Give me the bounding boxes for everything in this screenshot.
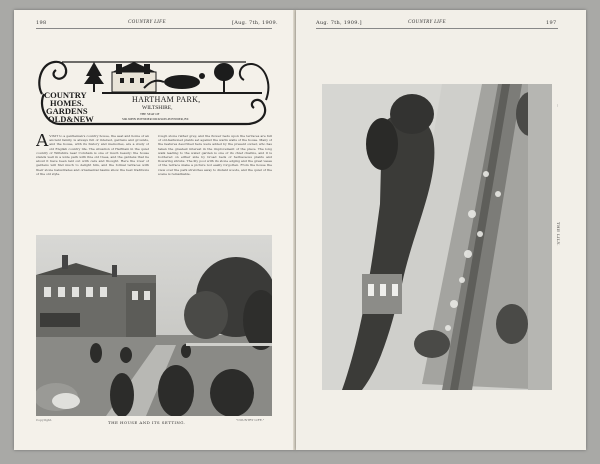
right-page-number: 197 (546, 20, 557, 26)
tree-right-icon (214, 63, 234, 92)
column-1-text: VISIT to a gentleman's country house, the seat and home of an ancient family, is always full of interest, gardens and grounds, and the house, with its history and memories, are a study of old English country life. The situation of Hartham in the quiet country of Wiltshire near Corsham is one of much beauty; the house stands well in a wide park with fine old trees, and the gardens that lie about it have been laid out with care and thought. Here the lover of gardens will find much to delight him, and the formal terraces with their stone balustrades and ornamental basins show the best traditions of the old style. (36, 134, 149, 176)
garden-photo (322, 84, 552, 390)
series-line-2: HOMES. (50, 98, 84, 108)
right-running-title: COUNTRY LIFE (408, 20, 446, 25)
house-photo (36, 235, 272, 416)
house-name: HARTHAM PARK, (132, 95, 201, 104)
owner-name: SIR JOHN POYNDER DICKSON-POYNDER, BT. (122, 117, 190, 121)
side-caption-bottom: THE LILY. (556, 222, 561, 246)
photo-credit-left: Copyright. (36, 418, 53, 422)
column-2-text: rough stone rather grey, and the flower beds upon the terraces are full of old-fashioned plants set against the warm walls of the house. Many of the features described here were added by the present owner, who has taken the greatest interest in the improvement of the place. The long walk leading to the water garden is one of its chief charms, and it is bordered on either side by broad beds of herbaceous plants and flowering shrubs. The lily pool with its stone edging and the great vases of the terrace make a picture not easily forgotten. From the house the view over the park stretches away to distant woods, and the quiet of the scene is remarkable. (158, 134, 272, 176)
article-column-2 (158, 134, 272, 230)
drop-cap: A (36, 134, 49, 151)
photo-caption: THE HOUSE AND ITS SETTING. (108, 420, 186, 425)
series-line-1: COUNTRY (44, 90, 87, 100)
left-page-number: 198 (36, 20, 47, 26)
article-column-1 (36, 134, 149, 230)
masthead (36, 54, 272, 130)
left-running-title: COUNTRY LIFE (128, 20, 166, 25)
seat-line: THE SEAT OF (140, 112, 160, 116)
series-line-4: OLD&NEW (48, 114, 94, 124)
right-header-rule (316, 28, 558, 29)
house-silhouette-icon (112, 62, 156, 92)
left-header-rule (36, 28, 272, 29)
side-caption-top: — (556, 104, 560, 107)
tree-left-icon (84, 62, 104, 92)
left-date: [Aug. 7th, 1909. (232, 20, 278, 26)
series-line-3: GARDENS (46, 106, 88, 116)
photo-credit-right: "COUNTRY LIFE." (236, 418, 265, 422)
right-date: Aug. 7th, 1909.] (316, 20, 362, 26)
county: WILTSHIRE, (142, 105, 173, 111)
